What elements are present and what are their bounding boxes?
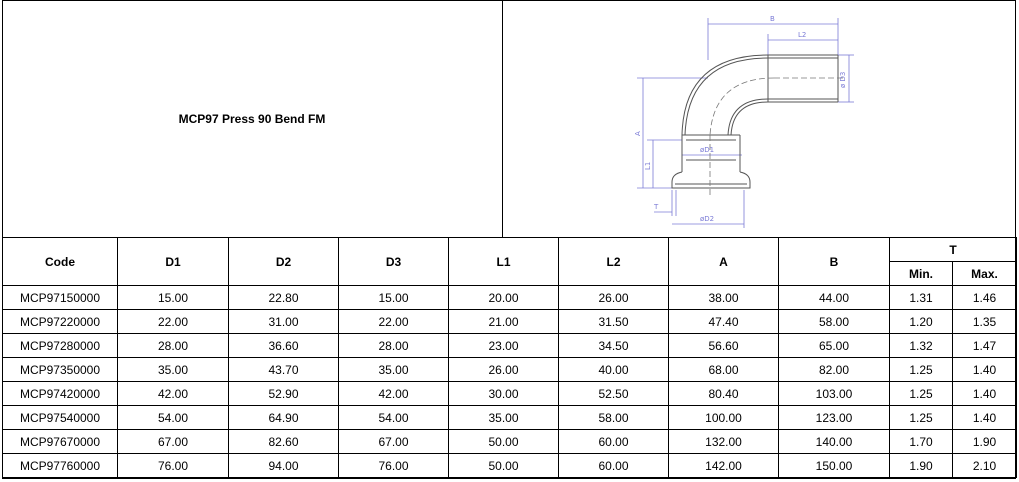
cell-t-min: 1.25 [890, 406, 953, 430]
cell-d3: 22.00 [339, 310, 449, 334]
cell-t-min: 1.25 [890, 358, 953, 382]
cell-d3: 67.00 [339, 430, 449, 454]
cell-b: 140.00 [779, 430, 890, 454]
cell-code: MCP97760000 [3, 454, 118, 478]
technical-drawing [504, 0, 1016, 238]
cell-d1: 15.00 [118, 286, 229, 310]
cell-code: MCP97350000 [3, 358, 118, 382]
cell-b: 103.00 [779, 382, 890, 406]
cell-l2: 31.50 [559, 310, 669, 334]
cell-a: 80.40 [669, 382, 779, 406]
cell-t-max: 1.90 [953, 430, 1017, 454]
col-header-t-max: Max. [953, 262, 1017, 286]
cell-d3: 54.00 [339, 406, 449, 430]
cell-code: MCP97150000 [3, 286, 118, 310]
cell-d2: 64.90 [229, 406, 339, 430]
cell-l1: 21.00 [449, 310, 559, 334]
cell-a: 56.60 [669, 334, 779, 358]
cell-b: 65.00 [779, 334, 890, 358]
col-header-a: A [669, 238, 779, 286]
product-title: MCP97 Press 90 Bend FM [178, 112, 326, 126]
dim-d2-label: øD2 [700, 215, 715, 223]
cell-b: 82.00 [779, 358, 890, 382]
dim-l2-label: L2 [798, 31, 807, 39]
table-header-row [3, 238, 1017, 262]
cell-d1: 28.00 [118, 334, 229, 358]
cell-d2: 82.60 [229, 430, 339, 454]
cell-d3: 42.00 [339, 382, 449, 406]
table-row [3, 382, 1017, 406]
col-header-l2: L2 [559, 238, 669, 286]
cell-d3: 76.00 [339, 454, 449, 478]
cell-d2: 52.90 [229, 382, 339, 406]
cell-l1: 26.00 [449, 358, 559, 382]
cell-code: MCP97540000 [3, 406, 118, 430]
table-row [3, 454, 1017, 478]
dim-b-label: B [770, 15, 775, 23]
bend-drawing-svg [504, 0, 1016, 238]
table-row [3, 430, 1017, 454]
cell-b: 123.00 [779, 406, 890, 430]
cell-l2: 26.00 [559, 286, 669, 310]
cell-d1: 54.00 [118, 406, 229, 430]
cell-l2: 58.00 [559, 406, 669, 430]
col-header-t: T [890, 238, 1017, 262]
cell-d1: 35.00 [118, 358, 229, 382]
cell-l2: 60.00 [559, 454, 669, 478]
cell-l2: 60.00 [559, 430, 669, 454]
cell-d2: 22.80 [229, 286, 339, 310]
cell-code: MCP97670000 [3, 430, 118, 454]
dim-a-label: A [634, 131, 642, 136]
cell-l1: 50.00 [449, 454, 559, 478]
cell-l1: 23.00 [449, 334, 559, 358]
cell-t-max: 1.47 [953, 334, 1017, 358]
col-header-d1: D1 [118, 238, 229, 286]
cell-b: 58.00 [779, 310, 890, 334]
dimensions-table [2, 237, 1017, 478]
table-body [3, 286, 1017, 478]
cell-d3: 35.00 [339, 358, 449, 382]
col-header-d2: D2 [229, 238, 339, 286]
cell-t-min: 1.90 [890, 454, 953, 478]
cell-l1: 50.00 [449, 430, 559, 454]
table-row [3, 310, 1017, 334]
cell-t-max: 1.40 [953, 382, 1017, 406]
cell-d2: 31.00 [229, 310, 339, 334]
header-section [2, 0, 1016, 238]
col-header-t-min: Min. [890, 262, 953, 286]
cell-l2: 52.50 [559, 382, 669, 406]
cell-t-min: 1.25 [890, 382, 953, 406]
table-row [3, 334, 1017, 358]
cell-d3: 28.00 [339, 334, 449, 358]
cell-a: 47.40 [669, 310, 779, 334]
cell-code: MCP97220000 [3, 310, 118, 334]
cell-a: 132.00 [669, 430, 779, 454]
cell-l1: 35.00 [449, 406, 559, 430]
cell-d1: 67.00 [118, 430, 229, 454]
cell-t-min: 1.32 [890, 334, 953, 358]
cell-a: 38.00 [669, 286, 779, 310]
cell-t-min: 1.70 [890, 430, 953, 454]
table-row [3, 358, 1017, 382]
cell-a: 142.00 [669, 454, 779, 478]
cell-t-max: 1.35 [953, 310, 1017, 334]
col-header-l1: L1 [449, 238, 559, 286]
cell-t-min: 1.31 [890, 286, 953, 310]
cell-t-min: 1.20 [890, 310, 953, 334]
cell-d1: 42.00 [118, 382, 229, 406]
cell-b: 44.00 [779, 286, 890, 310]
col-header-d3: D3 [339, 238, 449, 286]
title-cell [2, 0, 503, 238]
table-row [3, 286, 1017, 310]
dim-t-label: T [654, 203, 659, 211]
cell-d2: 36.60 [229, 334, 339, 358]
cell-t-max: 1.40 [953, 358, 1017, 382]
cell-code: MCP97280000 [3, 334, 118, 358]
dim-d3-label: ø D3 [839, 71, 847, 88]
dim-d1-label: øD1 [700, 146, 715, 154]
cell-b: 150.00 [779, 454, 890, 478]
col-header-b: B [779, 238, 890, 286]
cell-t-max: 2.10 [953, 454, 1017, 478]
cell-l1: 30.00 [449, 382, 559, 406]
cell-a: 100.00 [669, 406, 779, 430]
cell-code: MCP97420000 [3, 382, 118, 406]
cell-a: 68.00 [669, 358, 779, 382]
cell-d1: 22.00 [118, 310, 229, 334]
cell-t-max: 1.46 [953, 286, 1017, 310]
cell-l2: 34.50 [559, 334, 669, 358]
cell-l1: 20.00 [449, 286, 559, 310]
cell-d2: 43.70 [229, 358, 339, 382]
table-row [3, 406, 1017, 430]
col-header-code: Code [3, 238, 118, 286]
cell-d1: 76.00 [118, 454, 229, 478]
dim-l1-label: L1 [644, 161, 652, 170]
cell-d2: 94.00 [229, 454, 339, 478]
cell-t-max: 1.40 [953, 406, 1017, 430]
cell-l2: 40.00 [559, 358, 669, 382]
cell-d3: 15.00 [339, 286, 449, 310]
